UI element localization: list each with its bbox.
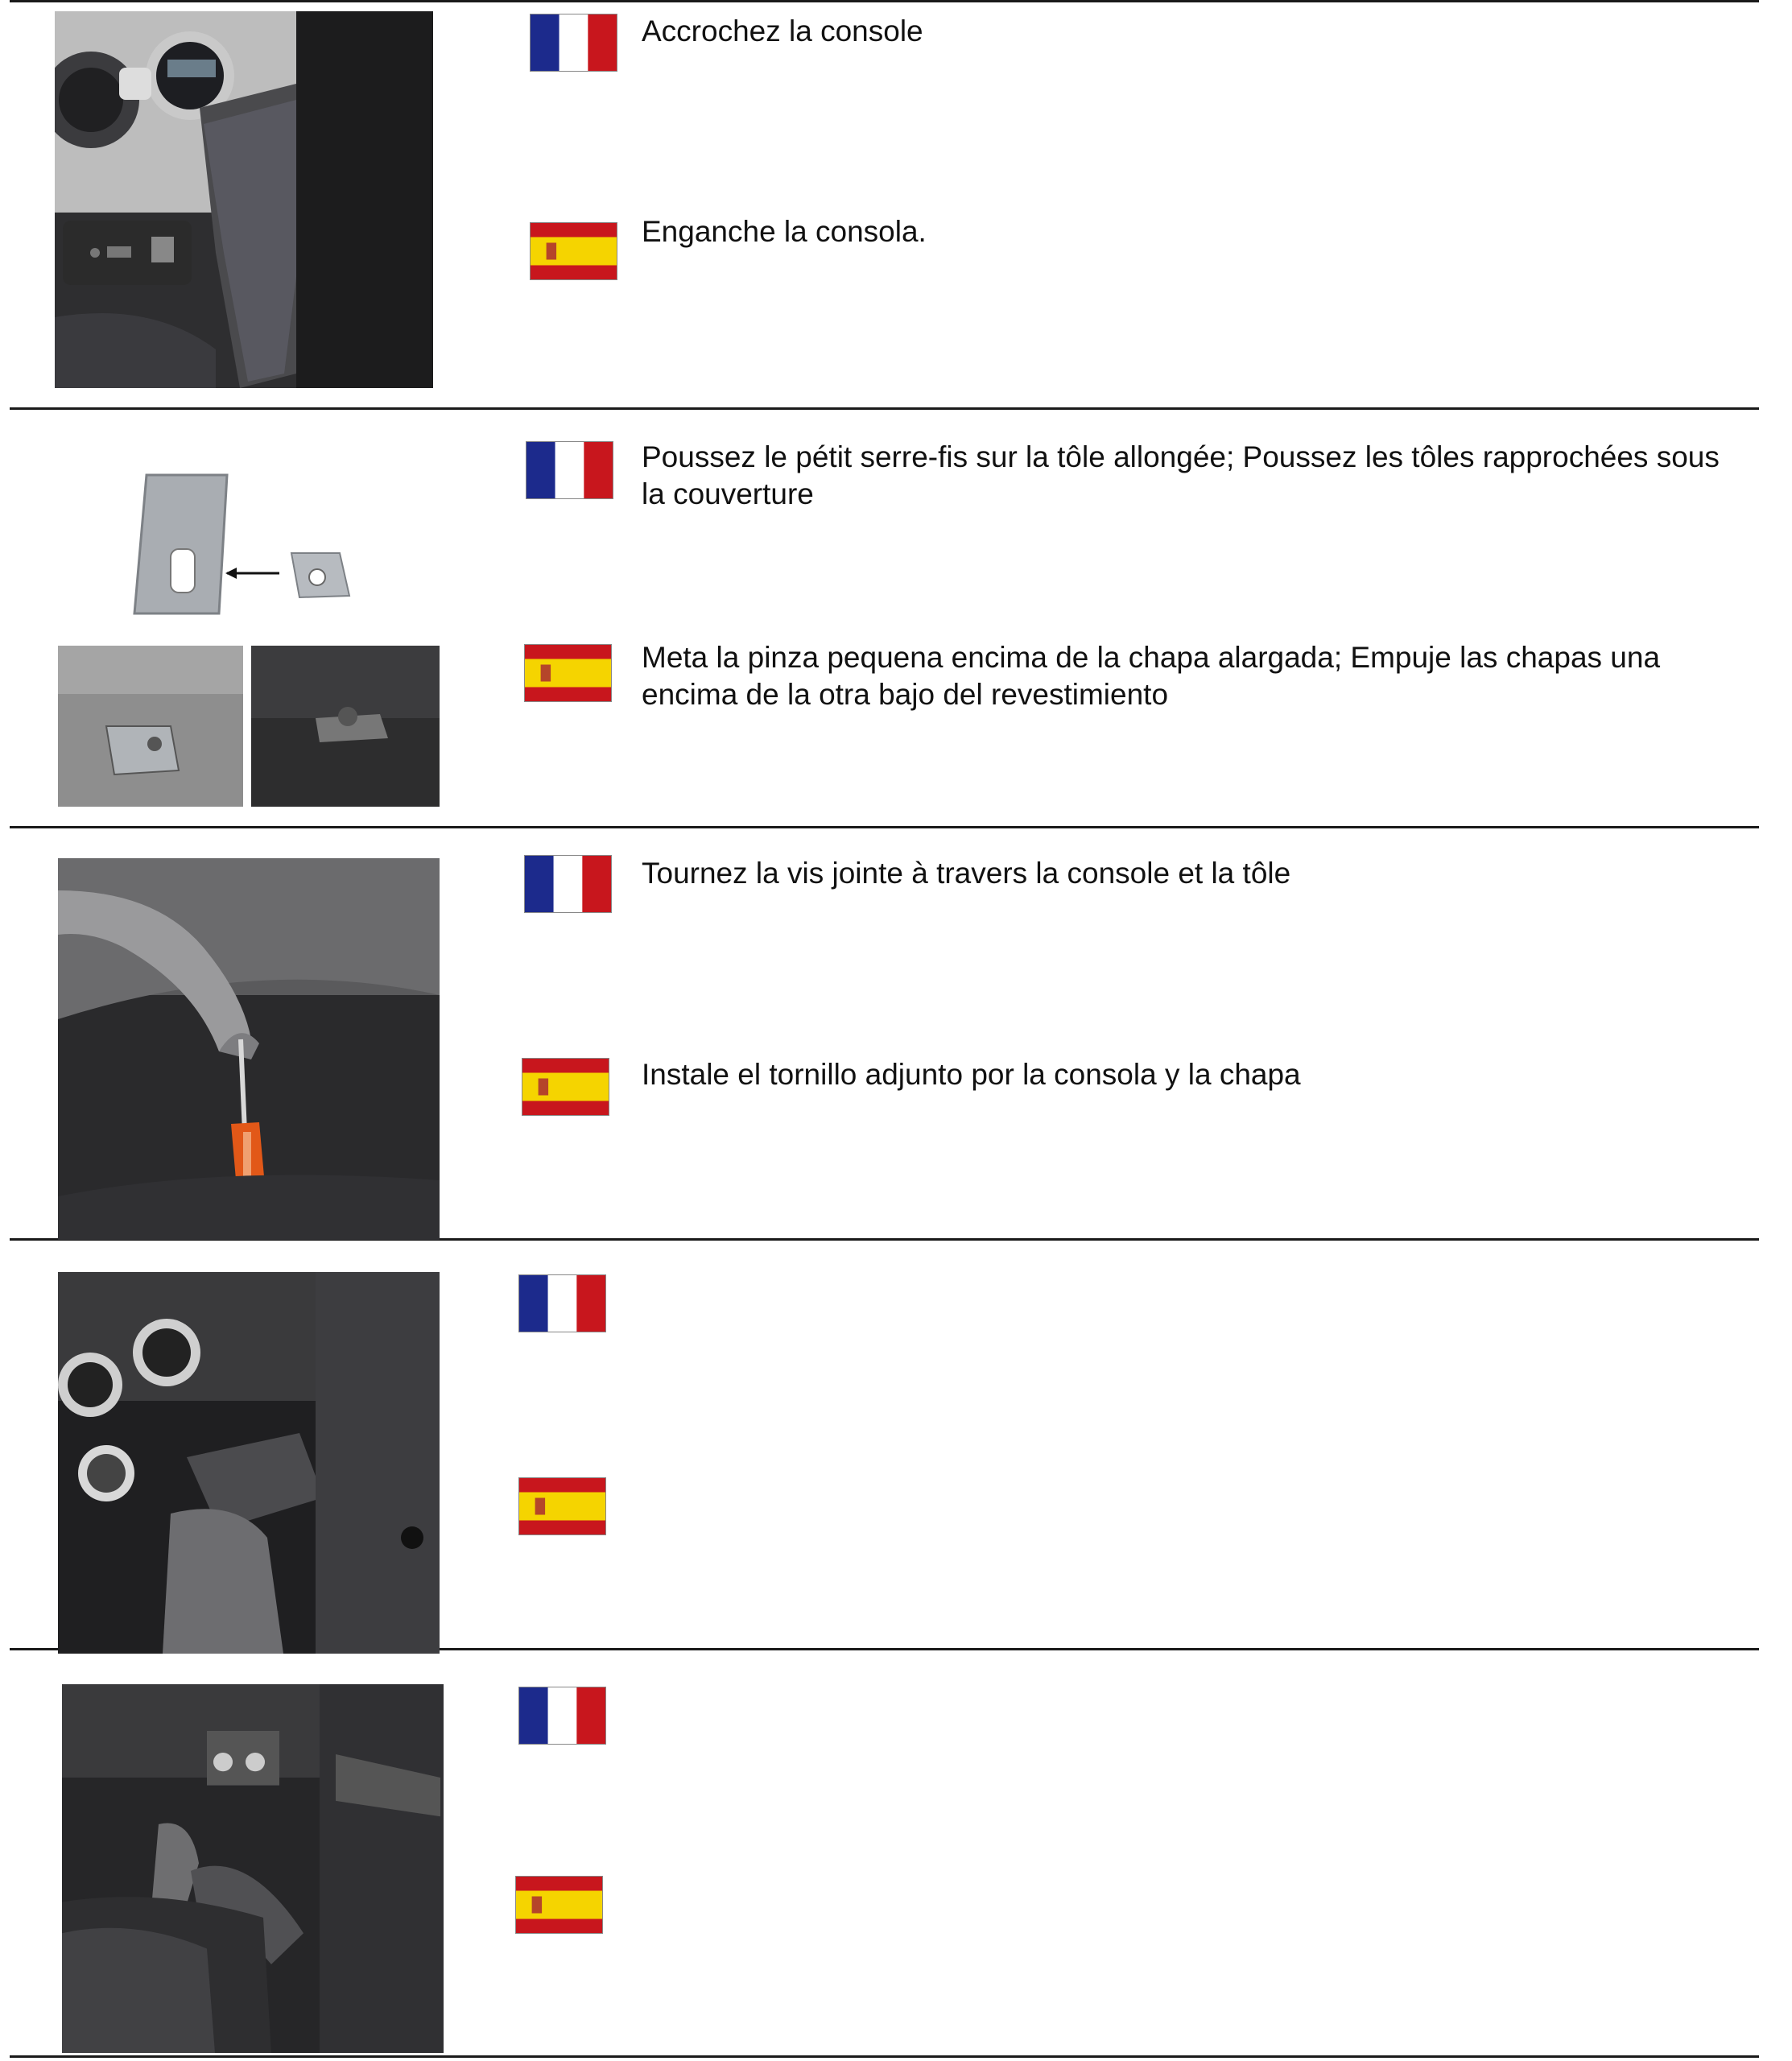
clip-and-plates-photo-icon <box>58 461 440 807</box>
france-flag-icon <box>526 442 613 498</box>
console-hooked-photo-icon <box>55 11 433 388</box>
step-2-spanish-text: Meta la pinza pequena encima de la chapa alargada; Empuje las chapas una encima de la otra bajo del revestimiento <box>642 641 1661 711</box>
france-flag-icon <box>519 1687 605 1744</box>
step-3-spanish-text: Instale el tornillo adjunto por la consola y la chapa <box>642 1058 1301 1091</box>
spain-flag-icon <box>516 1877 602 1933</box>
step-1-spanish-text: Enganche la consola. <box>642 215 927 248</box>
france-flag-icon <box>525 856 611 912</box>
spain-flag-icon <box>522 1059 609 1115</box>
france-flag-icon <box>531 14 617 71</box>
spain-flag-icon <box>525 645 611 701</box>
row-divider <box>10 2055 1759 2058</box>
step-2-french-text: Poussez le pétit serre-fis sur la tôle allongée; Poussez les tôles rapprochées sous la couverture <box>642 440 1720 510</box>
spain-flag-icon <box>519 1478 605 1534</box>
france-flag-icon <box>519 1275 605 1332</box>
installed-console-photo-icon <box>58 1272 440 1654</box>
row-divider <box>10 0 1759 2</box>
step-3-french-text: Tournez la vis jointe à travers la console et la tôle <box>642 857 1291 890</box>
console-overview-photo-icon <box>62 1684 444 2053</box>
screwdriver-photo-icon <box>58 858 440 1240</box>
step-1-french-text: Accrochez la console <box>642 14 923 47</box>
row-divider <box>10 826 1759 828</box>
spain-flag-icon <box>531 223 617 279</box>
row-divider <box>10 407 1759 410</box>
